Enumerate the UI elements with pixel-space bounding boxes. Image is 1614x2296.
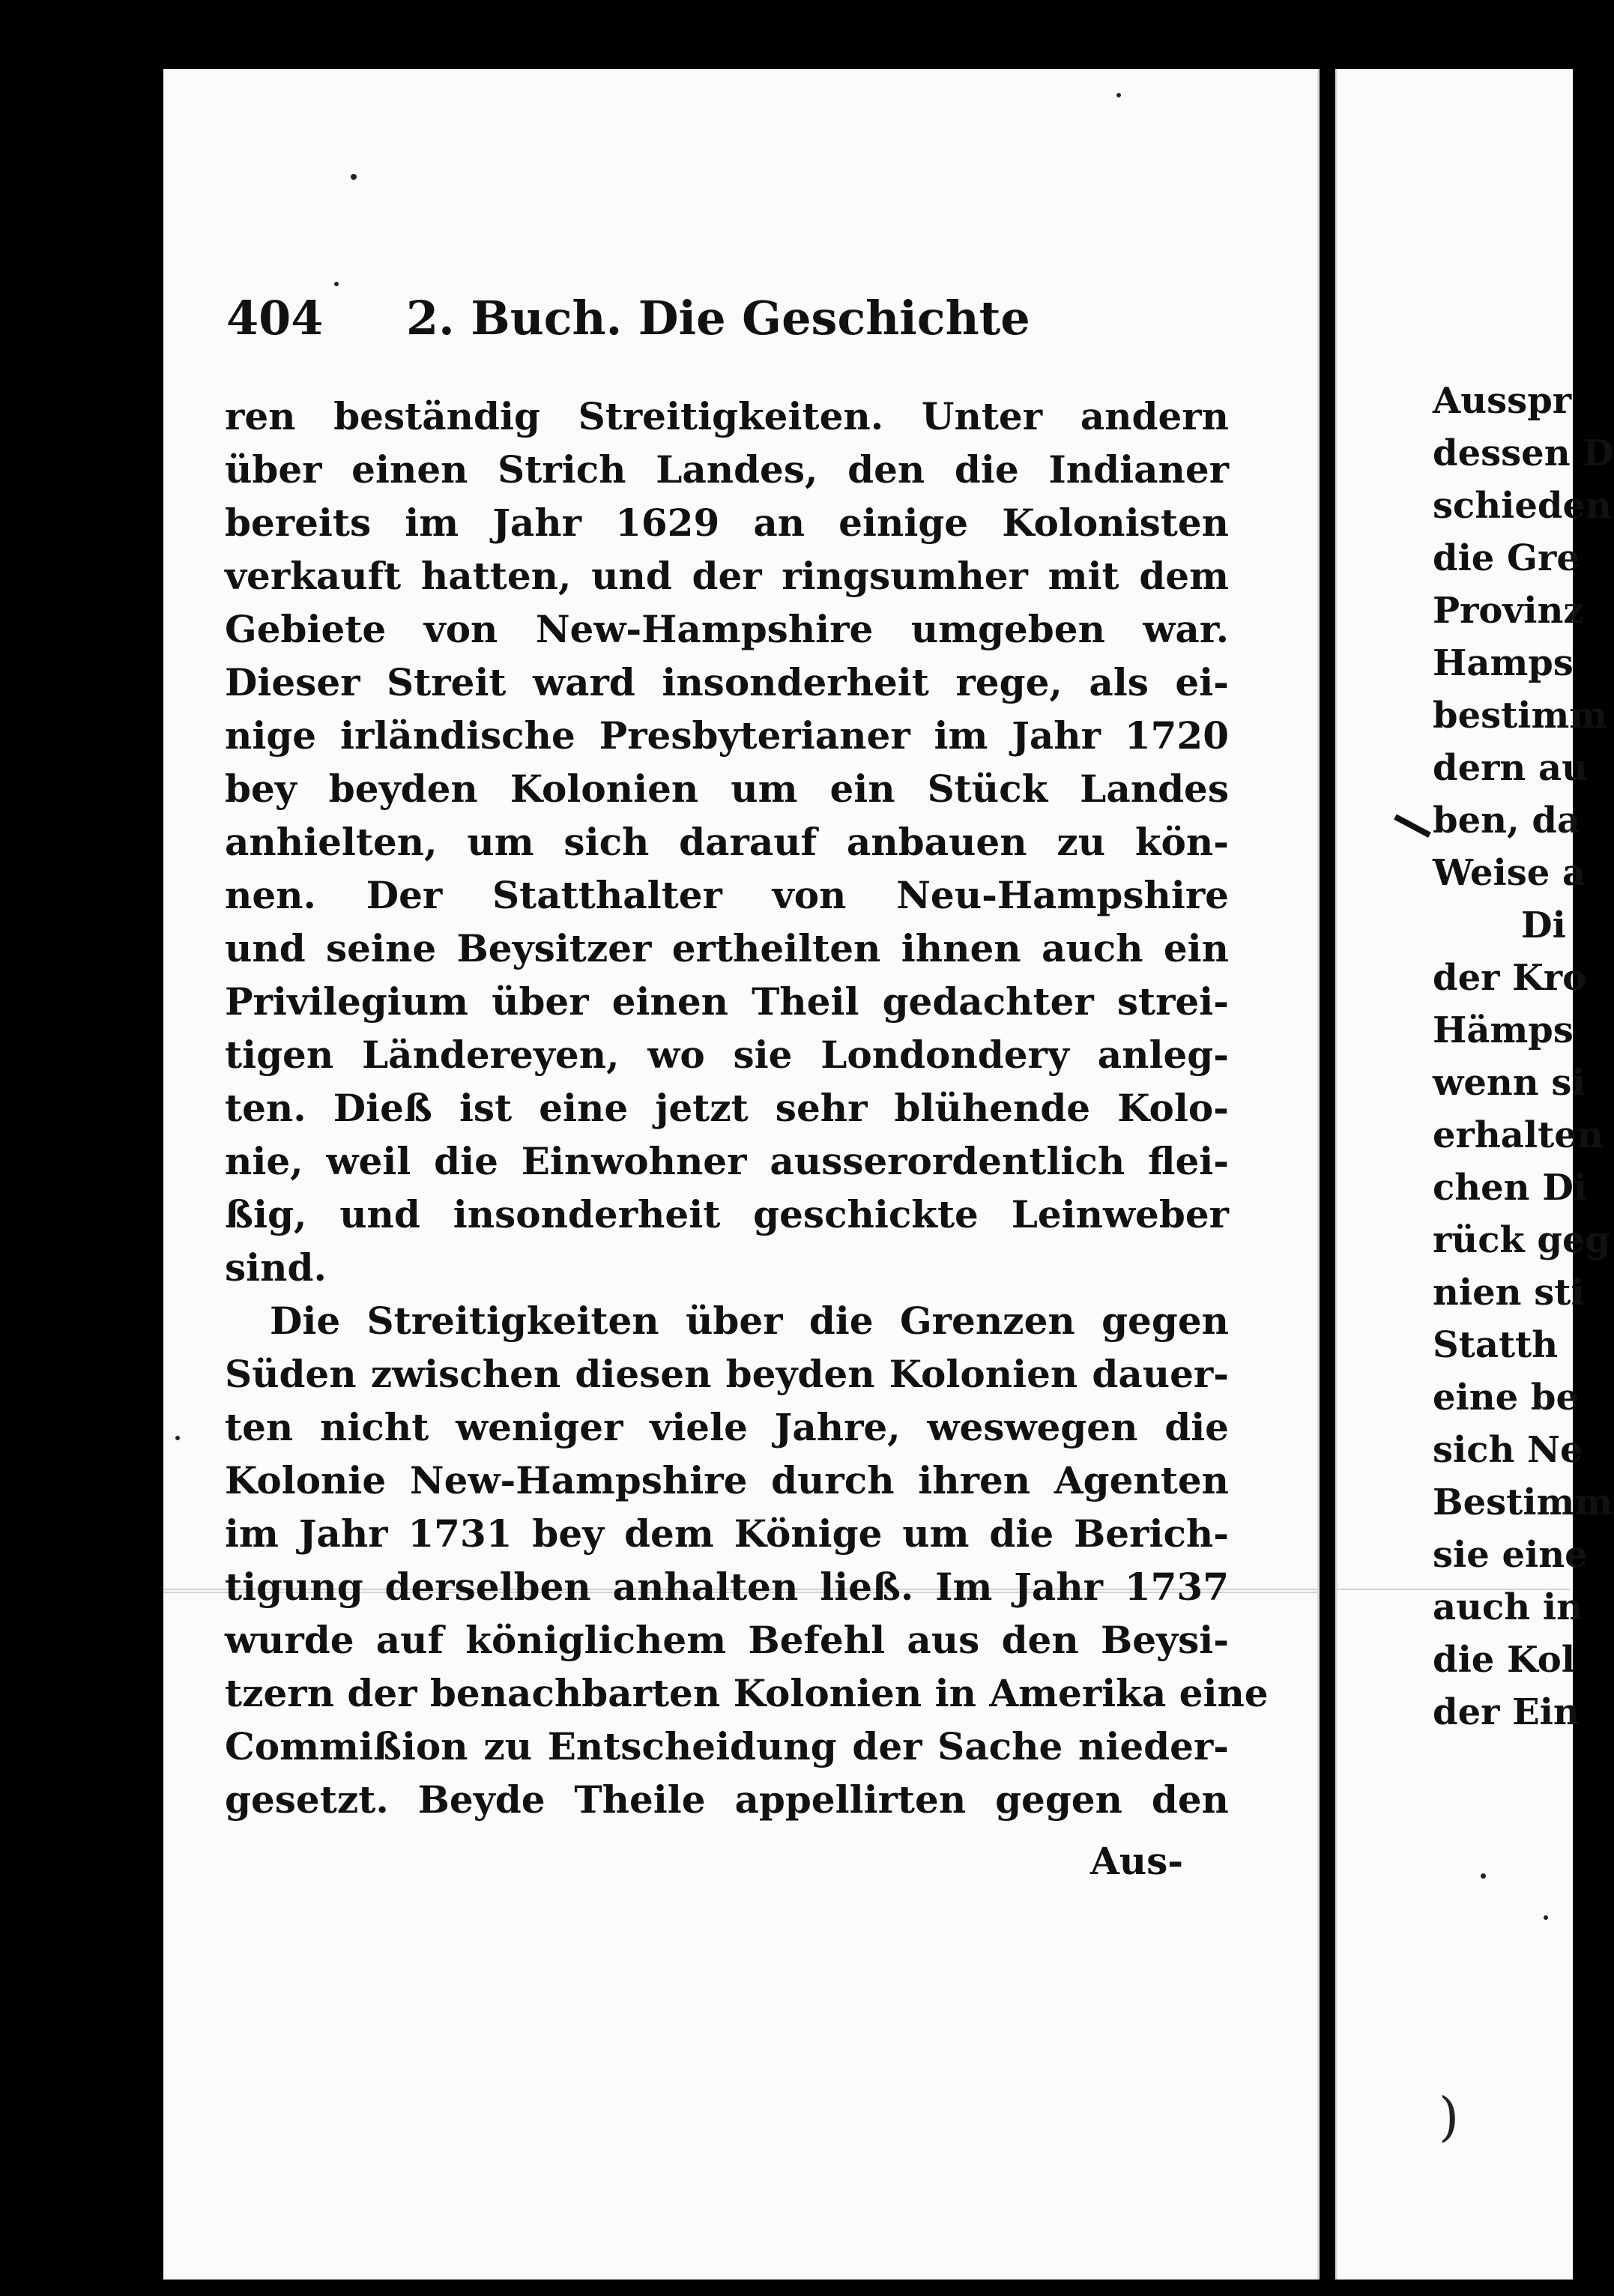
- page-number: 404: [226, 291, 324, 345]
- facing-text-fragment: erhalten: [1433, 1114, 1604, 1156]
- text-line: bereits im Jahr 1629 an einige Kolonisten: [225, 501, 1229, 545]
- facing-text-fragment: Hamps: [1433, 642, 1574, 684]
- text-line: bey beyden Kolonien um ein Stück Landes: [225, 767, 1229, 811]
- facing-text-fragment: nien sti: [1433, 1272, 1585, 1314]
- facing-text-fragment: die Kol: [1433, 1639, 1575, 1681]
- text-line: Dieser Streit ward insonderheit rege, als ei-: [225, 660, 1229, 704]
- running-header: [226, 285, 1163, 352]
- speck: [1481, 1873, 1486, 1879]
- facing-text-fragment: ben, da: [1433, 800, 1581, 842]
- facing-text-fragment: bestimm: [1433, 695, 1608, 737]
- text-line: nie, weil die Einwohner ausserordentlich flei-: [225, 1139, 1229, 1183]
- text-line: wurde auf königlichem Befehl aus den Beysi-: [225, 1618, 1229, 1662]
- facing-text-fragment: sich Ne: [1433, 1429, 1583, 1471]
- text-line: Commißion zu Entscheidung der Sache nieder-: [225, 1724, 1229, 1768]
- facing-text-fragment: die Gre: [1433, 537, 1580, 579]
- facing-text-fragment: eine be: [1433, 1377, 1580, 1419]
- speck: [1544, 1915, 1548, 1920]
- text-line: tzern der benachbarten Kolonien in Amerika eine: [225, 1671, 1269, 1715]
- catchword: Aus-: [1090, 1839, 1184, 1883]
- facing-text-fragment: Provinz: [1433, 590, 1584, 632]
- paragraph-first-line: Die Streitigkeiten über die Grenzen gegen: [270, 1299, 1229, 1343]
- facing-text-fragment: Bestimm: [1433, 1481, 1613, 1523]
- facing-text-fragment: Ausspr: [1433, 380, 1572, 422]
- facing-text-fragment: rück geg: [1433, 1219, 1611, 1261]
- facing-text-fragment: dern au: [1433, 747, 1588, 789]
- speck: [1116, 93, 1121, 97]
- text-line: und seine Beysitzer ertheilten ihnen auch ein: [225, 926, 1229, 970]
- text-line: ten nicht weniger viele Jahre, weswegen die: [225, 1405, 1229, 1449]
- facing-text-fragment: chen Di: [1433, 1167, 1588, 1209]
- facing-text-fragment: sie eine: [1433, 1534, 1588, 1576]
- facing-text-fragment: Statth: [1433, 1324, 1559, 1366]
- text-line: nige irländische Presbyterianer im Jahr 1720: [225, 713, 1229, 758]
- text-line: Süden zwischen diesen beyden Kolonien dauer-: [225, 1352, 1229, 1396]
- text-line: ren beständig Streitigkeiten. Unter andern: [225, 394, 1229, 438]
- text-line: über einen Strich Landes, den die Indianer: [225, 447, 1229, 492]
- facing-text-fragment: Di: [1521, 904, 1566, 946]
- speck: [175, 1436, 180, 1440]
- facing-text-fragment: Hämps: [1433, 1009, 1574, 1051]
- text-line: im Jahr 1731 bey dem Könige um die Berich-: [225, 1511, 1229, 1556]
- text-line: verkauft hatten, und der ringsumher mit dem: [225, 554, 1229, 598]
- facing-text-fragment: schieden: [1433, 485, 1612, 527]
- facing-text-fragment: wenn si: [1433, 1062, 1586, 1104]
- facing-text-fragment: Weise a: [1433, 852, 1586, 894]
- text-line: Privilegium über einen Theil gedachter strei-: [225, 979, 1229, 1024]
- speck: [334, 282, 339, 286]
- text-line: ten. Dieß ist eine jetzt sehr blühende Kolo-: [225, 1086, 1229, 1130]
- text-line: Gebiete von New-Hampshire umgeben war.: [225, 607, 1229, 651]
- speck: [351, 174, 357, 180]
- facing-text-fragment: der Ein: [1433, 1691, 1580, 1733]
- text-line: sind.: [225, 1245, 327, 1290]
- facing-text-fragment: dessen D: [1433, 432, 1614, 474]
- text-line: Kolonie New-Hampshire durch ihren Agenten: [225, 1458, 1229, 1502]
- text-line: tigen Ländereyen, wo sie Londondery anleg-: [225, 1033, 1229, 1077]
- text-line: gesetzt. Beyde Theile appellirten gegen den: [225, 1777, 1229, 1822]
- facing-text-fragment: auch in: [1433, 1586, 1583, 1628]
- text-line: nen. Der Statthalter von Neu-Hampshire: [225, 873, 1229, 917]
- text-line: tigung derselben anhalten ließ. Im Jahr 1737: [225, 1565, 1229, 1609]
- running-title: 2. Buch. Die Geschichte: [406, 291, 1030, 345]
- text-line: anhielten, um sich darauf anbauen zu kön-: [225, 820, 1229, 864]
- margin-bracket-mark: ): [1439, 2086, 1460, 2148]
- text-line: ßig, und insonderheit geschickte Leinweber: [225, 1192, 1229, 1236]
- facing-text-fragment: der Kro: [1433, 957, 1587, 999]
